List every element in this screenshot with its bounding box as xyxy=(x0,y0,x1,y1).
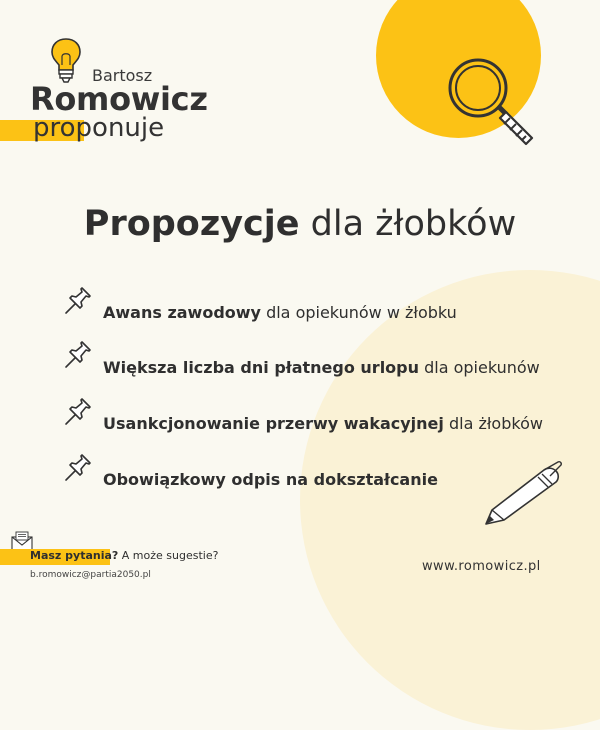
list-item-bold: Awans zawodowy xyxy=(103,303,261,322)
website-link[interactable]: www.romowicz.pl xyxy=(422,559,541,574)
contact-email[interactable]: b.romowicz@partia2050.pl xyxy=(30,570,151,580)
page-title-bold: Propozycje xyxy=(83,204,300,244)
pen-icon xyxy=(482,460,566,528)
envelope-icon xyxy=(10,531,34,551)
contact-question-bold: Masz pytania? xyxy=(30,549,119,562)
list-item xyxy=(103,303,457,322)
pushpin-icon xyxy=(62,284,94,316)
lightbulb-icon xyxy=(48,36,84,84)
list-item xyxy=(103,358,540,377)
brand-tagline xyxy=(33,113,164,143)
list-item-rest: dla opiekunów xyxy=(424,358,540,377)
list-item-rest: dla żłobków xyxy=(448,414,543,433)
pushpin-icon xyxy=(62,451,94,483)
list-item xyxy=(103,414,543,433)
list-item-bold: Większa liczba dni płatnego urlopu xyxy=(103,358,420,377)
pushpin-icon xyxy=(62,395,94,427)
contact-question-rest: A może sugestie? xyxy=(121,549,219,562)
list-item-bold: Usankcjonowanie przerwy wakacyjnej xyxy=(103,414,444,433)
brand-tagline-rest: ponuje xyxy=(75,113,165,143)
list-item-rest: dla opiekunów w żłobku xyxy=(266,303,457,322)
brand-tagline-pro: pro xyxy=(33,113,76,143)
page-title-light: dla żłobków xyxy=(310,204,517,244)
page-title xyxy=(0,204,600,244)
contact-question xyxy=(30,549,218,562)
brand-last-name: Romowicz xyxy=(30,80,208,118)
list-item xyxy=(103,470,438,489)
brand-first-name: Bartosz xyxy=(92,66,153,85)
magnifier-icon xyxy=(440,52,540,152)
pushpin-icon xyxy=(62,338,94,370)
list-item-bold: Obowiązkowy odpis na dokształcanie xyxy=(103,470,438,489)
